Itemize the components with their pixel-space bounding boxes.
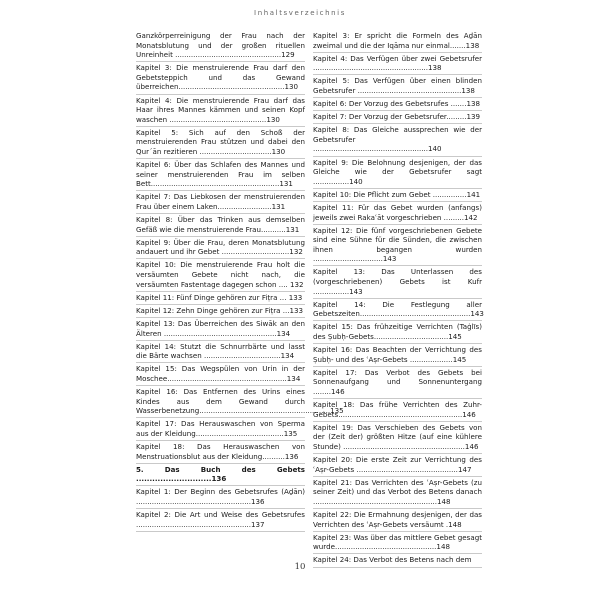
running-head: Inhaltsverzeichnis: [254, 9, 346, 17]
toc-entry: Kapitel 6: Der Vorzug des Gebetsrufes .......138: [313, 98, 482, 111]
toc-entry: Kapitel 8: Das Gleiche aussprechen wie der Gebetsrufer ...................................................140: [313, 124, 482, 156]
toc-entry: Kapitel 2: Die Art und Weise des Gebetsrufes ...................................................137: [136, 509, 305, 532]
toc-entry: Kapitel 13: Das Unterlassen des (vorgeschriebenen) Gebets ist Kufr ................143: [313, 266, 482, 298]
toc-entry: Kapitel 20: Die erste Zeit zur Verrichtung des ʿAṣr-Gebets .............................................147: [313, 454, 482, 477]
toc-entry: Kapitel 3: Er spricht die Formeln des Aḏān zweimal und die der Iqāma nur einmal.......138: [313, 30, 482, 53]
toc-entry: Kapitel 24: Das Verbot des Betens nach dem: [313, 554, 482, 567]
toc-entry: Ganzkörperreinigung der Frau nach der Monatsblutung und der großen rituellen Unreinheit ...............................................129: [136, 30, 305, 62]
toc-entry: Kapitel 14: Stutzt die Schnurrbärte und lasst die Bärte wachsen ..................................134: [136, 341, 305, 364]
toc-entry: Kapitel 16: Das Entfernen des Urins eines Kindes aus dem Gewand durch Wasserbenetzung..........................................................135: [136, 386, 305, 418]
toc-entry: Kapitel 12: Die fünf vorgeschriebenen Gebete sind eine Sühne für die Sünden, die zwischen ihnen begangen wurden ...............................143: [313, 225, 482, 267]
toc-entry: Kapitel 12: Zehn Dinge gehören zur Fiṭra ...133: [136, 305, 305, 318]
toc-entry: Kapitel 18: Das Herauswaschen von Menstruationsblut aus der Kleidung..........136: [136, 441, 305, 464]
toc-entry: Kapitel 10: Die Pflicht zum Gebet ...............141: [313, 189, 482, 202]
toc-entry: Kapitel 3: Die menstruierende Frau darf den Gebetsteppich und das Gewand überreichen...............................................130: [136, 62, 305, 94]
toc-entry: Kapitel 4: Die menstruierende Frau darf das Haar ihres Mannes kämmen und seinen Kopf waschen ...........................................130: [136, 95, 305, 127]
toc-entry: Kapitel 14: Die Festlegung aller Gebetszeiten.................................................143: [313, 299, 482, 322]
toc-entry: Kapitel 23: Was über das mittlere Gebet gesagt wurde.............................................148: [313, 532, 482, 555]
toc-left-column: [136, 30, 344, 532]
toc-entry: Kapitel 4: Das Verfügen über zwei Gebetsrufer ...................................................138: [313, 53, 482, 76]
toc-entry: Kapitel 18: Das frühe Verrichten des Zuhr-Gebets.......................................................146: [313, 399, 482, 422]
toc-entry: Kapitel 11: Fünf Dinge gehören zur Fiṭra ... 133: [136, 292, 305, 305]
toc-section-heading: 5. Das Buch des Gebets ............................136: [136, 464, 305, 487]
toc-entry: Kapitel 15: Das Wegspülen von Urin in der Moschee.....................................................134: [136, 363, 305, 386]
page-number: 10: [294, 562, 306, 572]
toc-entry: Kapitel 21: Das Verrichten des ʿAṣr-Gebets (zu seiner Zeit) und das Verbot des Betens danach .......................................................148: [313, 477, 482, 509]
toc-entry: Kapitel 16: Das Beachten der Verrichtung des Ṣubḥ- und des ʿAṣr-Gebets ...................145: [313, 344, 482, 367]
toc-entry: Kapitel 9: Über die Frau, deren Monatsblutung andauert und ihr Gebet ..............................132: [136, 237, 305, 260]
toc-entry: Kapitel 11: Für das Gebet wurden (anfangs) jeweils zwei Rakaʿāt vorgeschrieben .........142: [313, 202, 482, 225]
toc-entry: Kapitel 7: Das Liebkosen der menstruierenden Frau über einem Laken........................131: [136, 191, 305, 214]
toc-entry: Kapitel 10: Die menstruierende Frau holt die versäumten Gebete nicht nach, die versäumten Fastentage dagegen schon .... 132: [136, 259, 305, 291]
toc-entry: Kapitel 5: Sich auf den Schoß der menstruierenden Frau stützen und dabei den Qur´ān rezitieren ................................130: [136, 127, 305, 159]
toc-entry: Kapitel 13: Das Überreichen des Siwāk an den Älteren ..................................................134: [136, 318, 305, 341]
toc-entry: Kapitel 8: Über das Trinken aus demselben Gefäß wie die menstruierende Frau...........131: [136, 214, 305, 237]
toc-entry: Kapitel 9: Die Belohnung desjenigen, der das Gleiche wie der Gebetsrufer sagt ................140: [313, 157, 482, 189]
toc-entry: Kapitel 15: Das frühzeitige Verrichten (Taġlīs) des Ṣubḥ-Gebets.................................145: [313, 321, 482, 344]
toc-entry: Kapitel 5: Das Verfügen über einen blinden Gebetsrufer ..............................................138: [313, 75, 482, 98]
toc-entry: Kapitel 17: Das Herauswaschen von Sperma aus der Kleidung.......................................135: [136, 418, 305, 441]
toc-entry: Kapitel 19: Das Verschieben des Gebets von der (Zeit der) größten Hitze (auf eine kühlere Stunde) ......................................................146: [313, 422, 482, 454]
toc-entry: Kapitel 7: Der Vorzug der Gebetsrufer.........139: [313, 111, 482, 124]
toc-entry: Kapitel 17: Das Verbot des Gebets bei Sonnenaufgang und Sonnenuntergang ........146: [313, 367, 482, 399]
toc-entry: Kapitel 6: Über das Schlafen des Mannes und seiner menstruierenden Frau im selben Bett.........................................................131: [136, 159, 305, 191]
toc-entry: Kapitel 22: Die Ermahnung desjenigen, der das Verrichten des ʿAṣr-Gebets versäumt .148: [313, 509, 482, 532]
toc-entry: Kapitel 1: Der Beginn des Gebetsrufes (Aḏān) ...................................................136: [136, 486, 305, 509]
toc-right-column: [313, 30, 482, 568]
